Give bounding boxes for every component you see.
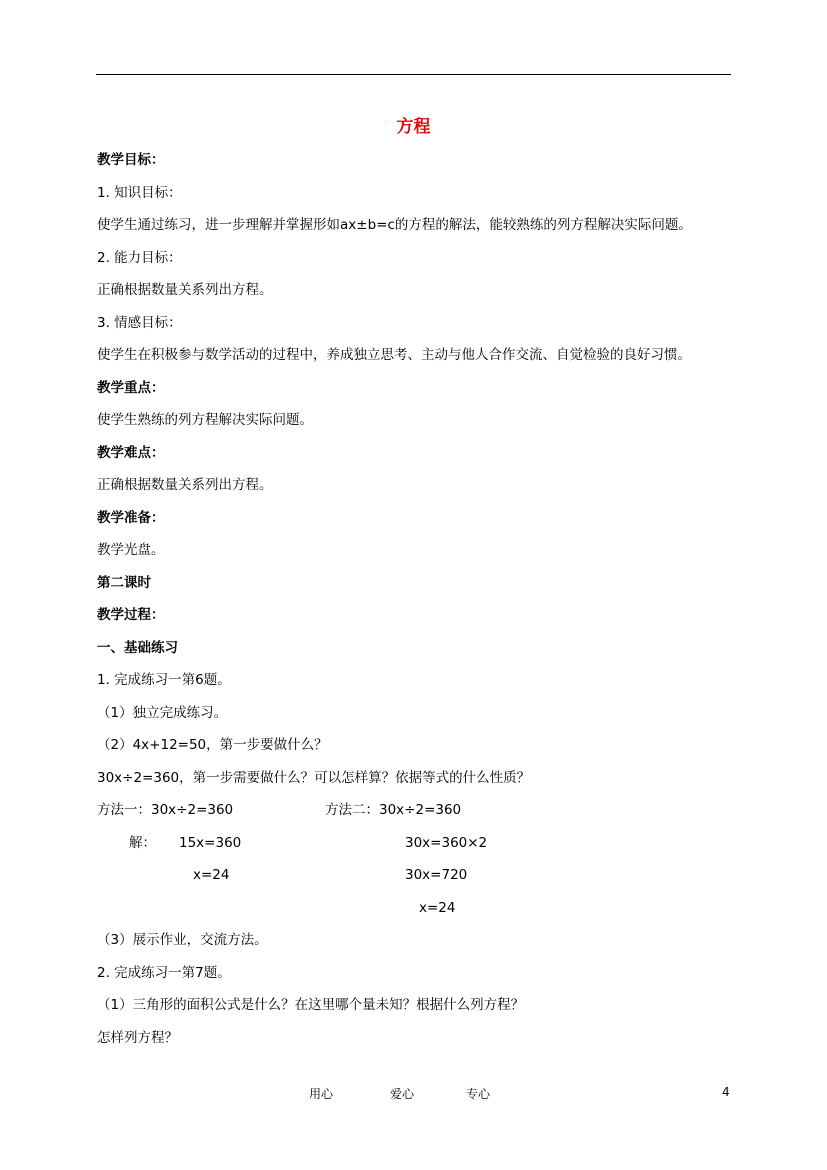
footer-text-right: 专心 bbox=[466, 1087, 491, 1101]
subsection-basic-practice: 一、基础练习 bbox=[97, 640, 178, 656]
method-2-step-2: 30x=720 bbox=[405, 867, 468, 883]
key-points-text: 使学生熟练的列方程解决实际问题。 bbox=[97, 412, 313, 428]
section-heading-preparation: 教学准备： bbox=[97, 510, 165, 526]
header-rule bbox=[96, 74, 731, 75]
section-heading-objectives: 教学目标： bbox=[97, 152, 165, 168]
footer-text-left: 用心 bbox=[309, 1087, 334, 1101]
difficulties-text: 正确根据数量关系列出方程。 bbox=[97, 477, 273, 493]
section-heading-key-points: 教学重点： bbox=[97, 380, 165, 396]
method-1-step-1: 15x=360 bbox=[179, 835, 242, 851]
exercise-1-question: 30x÷2=360，第一步需要做什么？可以怎样算？依据等式的什么性质？ bbox=[97, 770, 531, 786]
exercise-2-step-1: （1）三角形的面积公式是什么？在这里哪个量未知？根据什么列方程？ bbox=[97, 997, 525, 1013]
footer-text-middle: 爱心 bbox=[390, 1087, 415, 1101]
exercise-1-step-2: （2）4x+12=50，第一步要做什么？ bbox=[97, 737, 328, 753]
objective-emotion-label: 3. 情感目标： bbox=[97, 315, 182, 331]
exercise-2-title: 2. 完成练习一第7题。 bbox=[97, 965, 231, 981]
method-1-step-2: x=24 bbox=[193, 867, 230, 883]
objective-knowledge-label: 1. 知识目标： bbox=[97, 185, 182, 201]
page-number: 4 bbox=[722, 1085, 730, 1099]
page-title: 方程 bbox=[396, 117, 431, 137]
objective-ability-label: 2. 能力目标： bbox=[97, 250, 182, 266]
method-1-solution-label: 解： bbox=[129, 835, 156, 851]
objective-ability-text: 正确根据数量关系列出方程。 bbox=[97, 282, 273, 298]
exercise-2-question: 怎样列方程？ bbox=[97, 1030, 178, 1046]
exercise-1-step-3: （3）展示作业，交流方法。 bbox=[97, 932, 268, 948]
objective-knowledge-text: 使学生通过练习，进一步理解并掌握形如ax±b=c的方程的解法，能较熟练的列方程解决实际问题。 bbox=[97, 217, 692, 233]
section-heading-difficulties: 教学难点： bbox=[97, 445, 165, 461]
objective-emotion-text: 使学生在积极参与数学活动的过程中，养成独立思考、主动与他人合作交流、自觉检验的良好习惯。 bbox=[97, 347, 691, 363]
method-1-title: 方法一：30x÷2=360 bbox=[97, 802, 234, 818]
preparation-text: 教学光盘。 bbox=[97, 542, 165, 558]
section-heading-process: 教学过程： bbox=[97, 607, 165, 623]
lesson-period: 第二课时 bbox=[97, 575, 151, 591]
method-2-step-1: 30x=360×2 bbox=[405, 835, 488, 851]
method-2-title: 方法二：30x÷2=360 bbox=[325, 802, 462, 818]
exercise-1-title: 1. 完成练习一第6题。 bbox=[97, 672, 231, 688]
exercise-1-step-1: （1）独立完成练习。 bbox=[97, 705, 228, 721]
method-2-step-3: x=24 bbox=[419, 900, 456, 916]
